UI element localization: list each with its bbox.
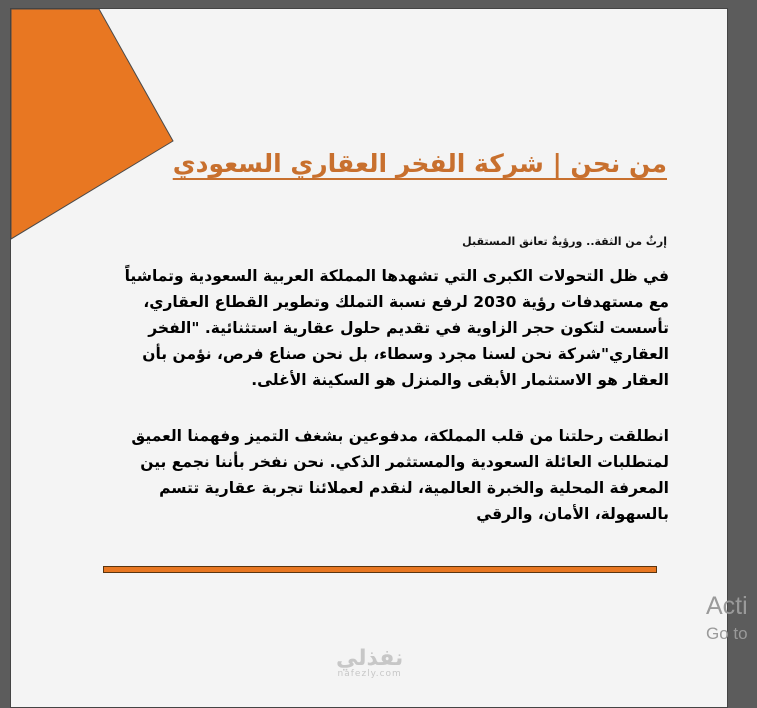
activate-windows-overlay xyxy=(706,590,748,646)
activate-subtitle: Go to xyxy=(706,624,748,643)
watermark-latin: nafezly.com xyxy=(337,669,402,679)
page-title: من نحن | شركة الفخر العقاري السعودي xyxy=(172,149,667,178)
watermark-arabic: نفذلي xyxy=(336,646,404,671)
paragraph-intro: في ظل التحولات الكبرى التي تشهدها المملكة العربية السعودية وتماشياً مع مستهدفات رؤية 2030 لرفع نسبة التملك وتطوير القطاع العقاري، تأسست لتكون حجر الزاوية في تقديم حلول عقارية استثنائية. "الفخر العقاري"شركة نحن لسنا مجرد وسطاء، بل نحن صناع فرص، نؤمن بأن العقار هو الاستثمار الأبقى والمنزل هو السكينة الأغلى. xyxy=(124,267,669,389)
page-subtitle: إرثٌ من الثقة.. ورؤيةٌ تعانق المستقبل xyxy=(462,235,667,248)
orange-triangle-decoration xyxy=(11,9,181,249)
paragraph-journey: انطلقت رحلتنا من قلب المملكة، مدفوعين بشغف التميز وفهمنا العميق لمتطلبات العائلة السعودية والمستثمر الذكي. نحن نفخر بأننا نجمع بين المعرفة المحلية والخبرة العالمية، لنقدم لعملائنا تجربة عقارية تتسم بالسهولة، الأمان، والرقي xyxy=(131,427,669,523)
activate-title: Acti xyxy=(706,592,748,620)
document-page xyxy=(10,8,728,708)
nafezly-watermark xyxy=(336,648,403,679)
orange-divider-bar xyxy=(103,566,657,573)
